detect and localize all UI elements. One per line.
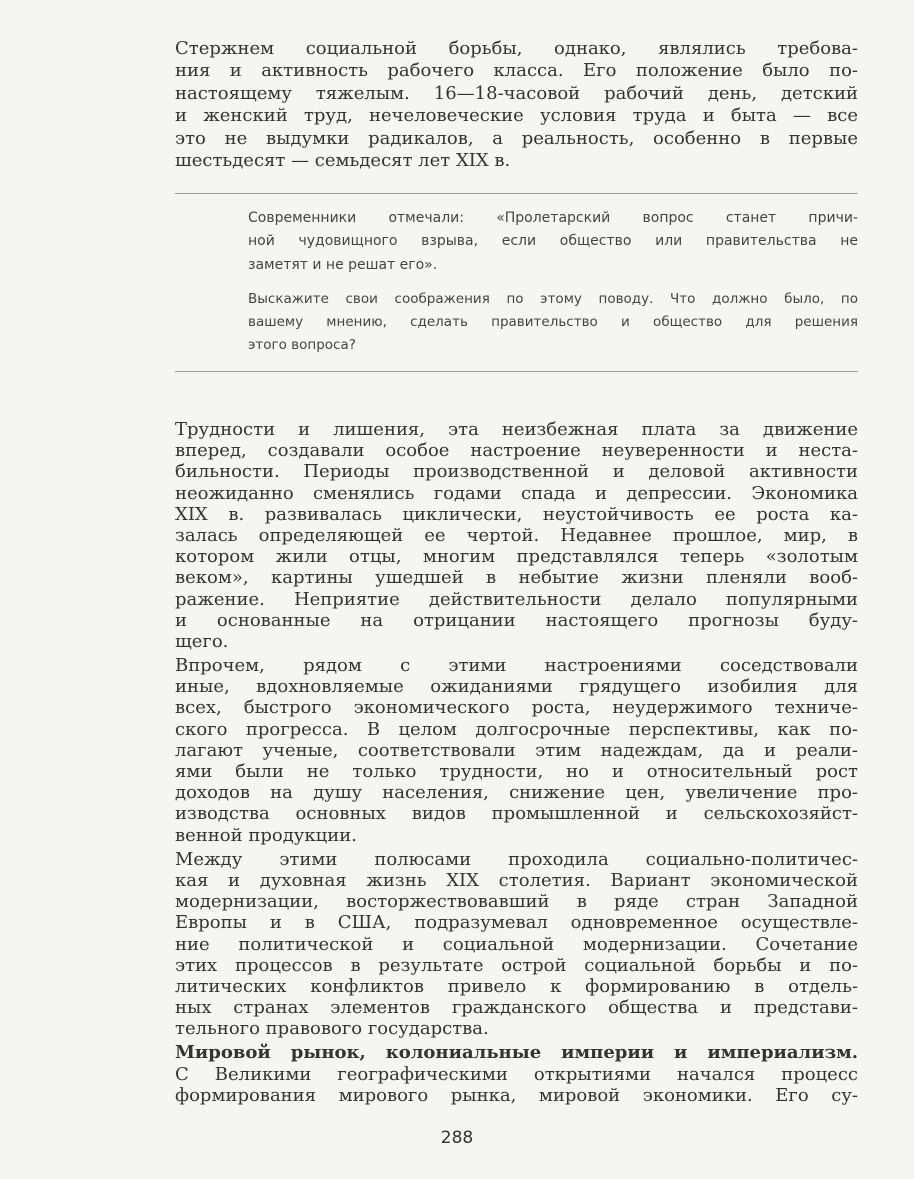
text-line: кая и духовная жизнь XIX столетия. Вариант экономической: [175, 869, 858, 891]
section-heading: Мировой рынок, колониальные империи и империализм.: [175, 1042, 858, 1064]
text-line: щего.: [175, 630, 229, 652]
text-line: ние политической и социальной модернизации. Сочетание: [175, 933, 858, 955]
text-line: и основанные на отрицании настоящего прогнозы буду-: [175, 609, 858, 631]
text-line: иные, вдохновляемые ожиданиями грядущего изобилия для: [175, 676, 858, 698]
text-line: Впрочем, рядом с этими настроениями соседствовали: [175, 655, 858, 677]
paragraph-3: [175, 655, 858, 846]
text-line: этих процессов в результате острой социальной борьбы и по-: [175, 954, 858, 976]
quote-line: заметят и не решат его».: [248, 256, 438, 273]
text-line: ния и активность рабочего класса. Его положение было по-: [175, 60, 858, 82]
text-line: котором жили отцы, многим представлялся теперь «золотым: [175, 546, 858, 568]
text-line: XIX в. развивалась циклически, неустойчивость ее роста ка-: [175, 503, 858, 525]
text-line: настоящему тяжелым. 16—18-часовой рабочий день, детский: [175, 82, 858, 104]
text-line: формирования мирового рынка, мировой экономики. Его су-: [175, 1084, 858, 1106]
text-line: тельного правового государства.: [175, 1018, 489, 1040]
body-text: [175, 419, 858, 1109]
text-line: шестьдесят — семьдесят лет XIX в.: [175, 149, 511, 171]
text-line: бильности. Периоды производственной и деловой активности: [175, 461, 858, 483]
text-line: это не выдумки радикалов, а реальность, особенно в первые: [175, 127, 858, 149]
text-line: литических конфликтов привело к формированию в отдель-: [175, 975, 858, 997]
question-line: этого вопроса?: [248, 337, 356, 354]
box-bottom-rule: [175, 371, 858, 372]
quote-line: Современники отмечали: «Пролетарский вопрос станет причи-: [248, 210, 858, 226]
page-number: 288: [440, 1128, 474, 1148]
box-top-rule: [175, 193, 858, 194]
text-line: Европы и в США, подразумевал одновременное осуществле-: [175, 912, 858, 934]
text-line: неожиданно сменялись годами спада и депрессии. Экономика: [175, 482, 858, 504]
text-line: ных странах элементов гражданского общества и представи-: [175, 997, 858, 1019]
text-line: вперед, создавали особое настроение неуверенности и неста-: [175, 440, 858, 462]
text-line: изводства основных видов промышленной и сельскохозяйст-: [175, 803, 858, 825]
text-line: всех, быстрого экономического роста, неудержимого техниче-: [175, 697, 858, 719]
paragraph-1: [175, 38, 858, 172]
text-line: веком», картины ушедшей в небытие жизни пленяли вооб-: [175, 567, 858, 589]
text-line: модернизации, восторжествовавший в ряде стран Западной: [175, 891, 858, 913]
question-box: [248, 207, 858, 358]
paragraph-5: [175, 1042, 858, 1106]
paragraph-2: [175, 419, 858, 652]
text-line: и женский труд, нечеловеческие условия труда и быта — все: [175, 105, 858, 127]
text-line: ражение. Неприятие действительности делало популярными: [175, 588, 858, 610]
quote-line: ной чудовищного взрыва, если общество или правительства не: [248, 233, 858, 250]
paragraph-4: [175, 849, 858, 1040]
question-line: вашему мнению, сделать правительство и общество для решения: [248, 314, 858, 331]
text-line: залась определяющей ее чертой. Недавнее прошлое, мир, в: [175, 524, 858, 546]
text-line: лагают ученые, соответствовали этим надеждам, да и реали-: [175, 739, 858, 761]
text-line: Стержнем социальной борьбы, однако, являлись требова-: [175, 38, 858, 59]
text-line: доходов на душу населения, снижение цен, увеличение про-: [175, 782, 858, 804]
text-line: ями были не только трудности, но и относительный рост: [175, 761, 858, 782]
text-line: Трудности и лишения, эта неизбежная плата за движение: [175, 419, 858, 440]
text-line: ского прогресса. В целом долгосрочные перспективы, как по-: [175, 718, 858, 740]
question-line: Выскажите свои соображения по этому поводу. Что должно было, по: [248, 290, 858, 307]
text-line: С Великими географическими открытиями начался процесс: [175, 1063, 858, 1085]
text-line: Между этими полюсами проходила социально-политичес-: [175, 848, 858, 870]
text-line: венной продукции.: [175, 824, 357, 846]
